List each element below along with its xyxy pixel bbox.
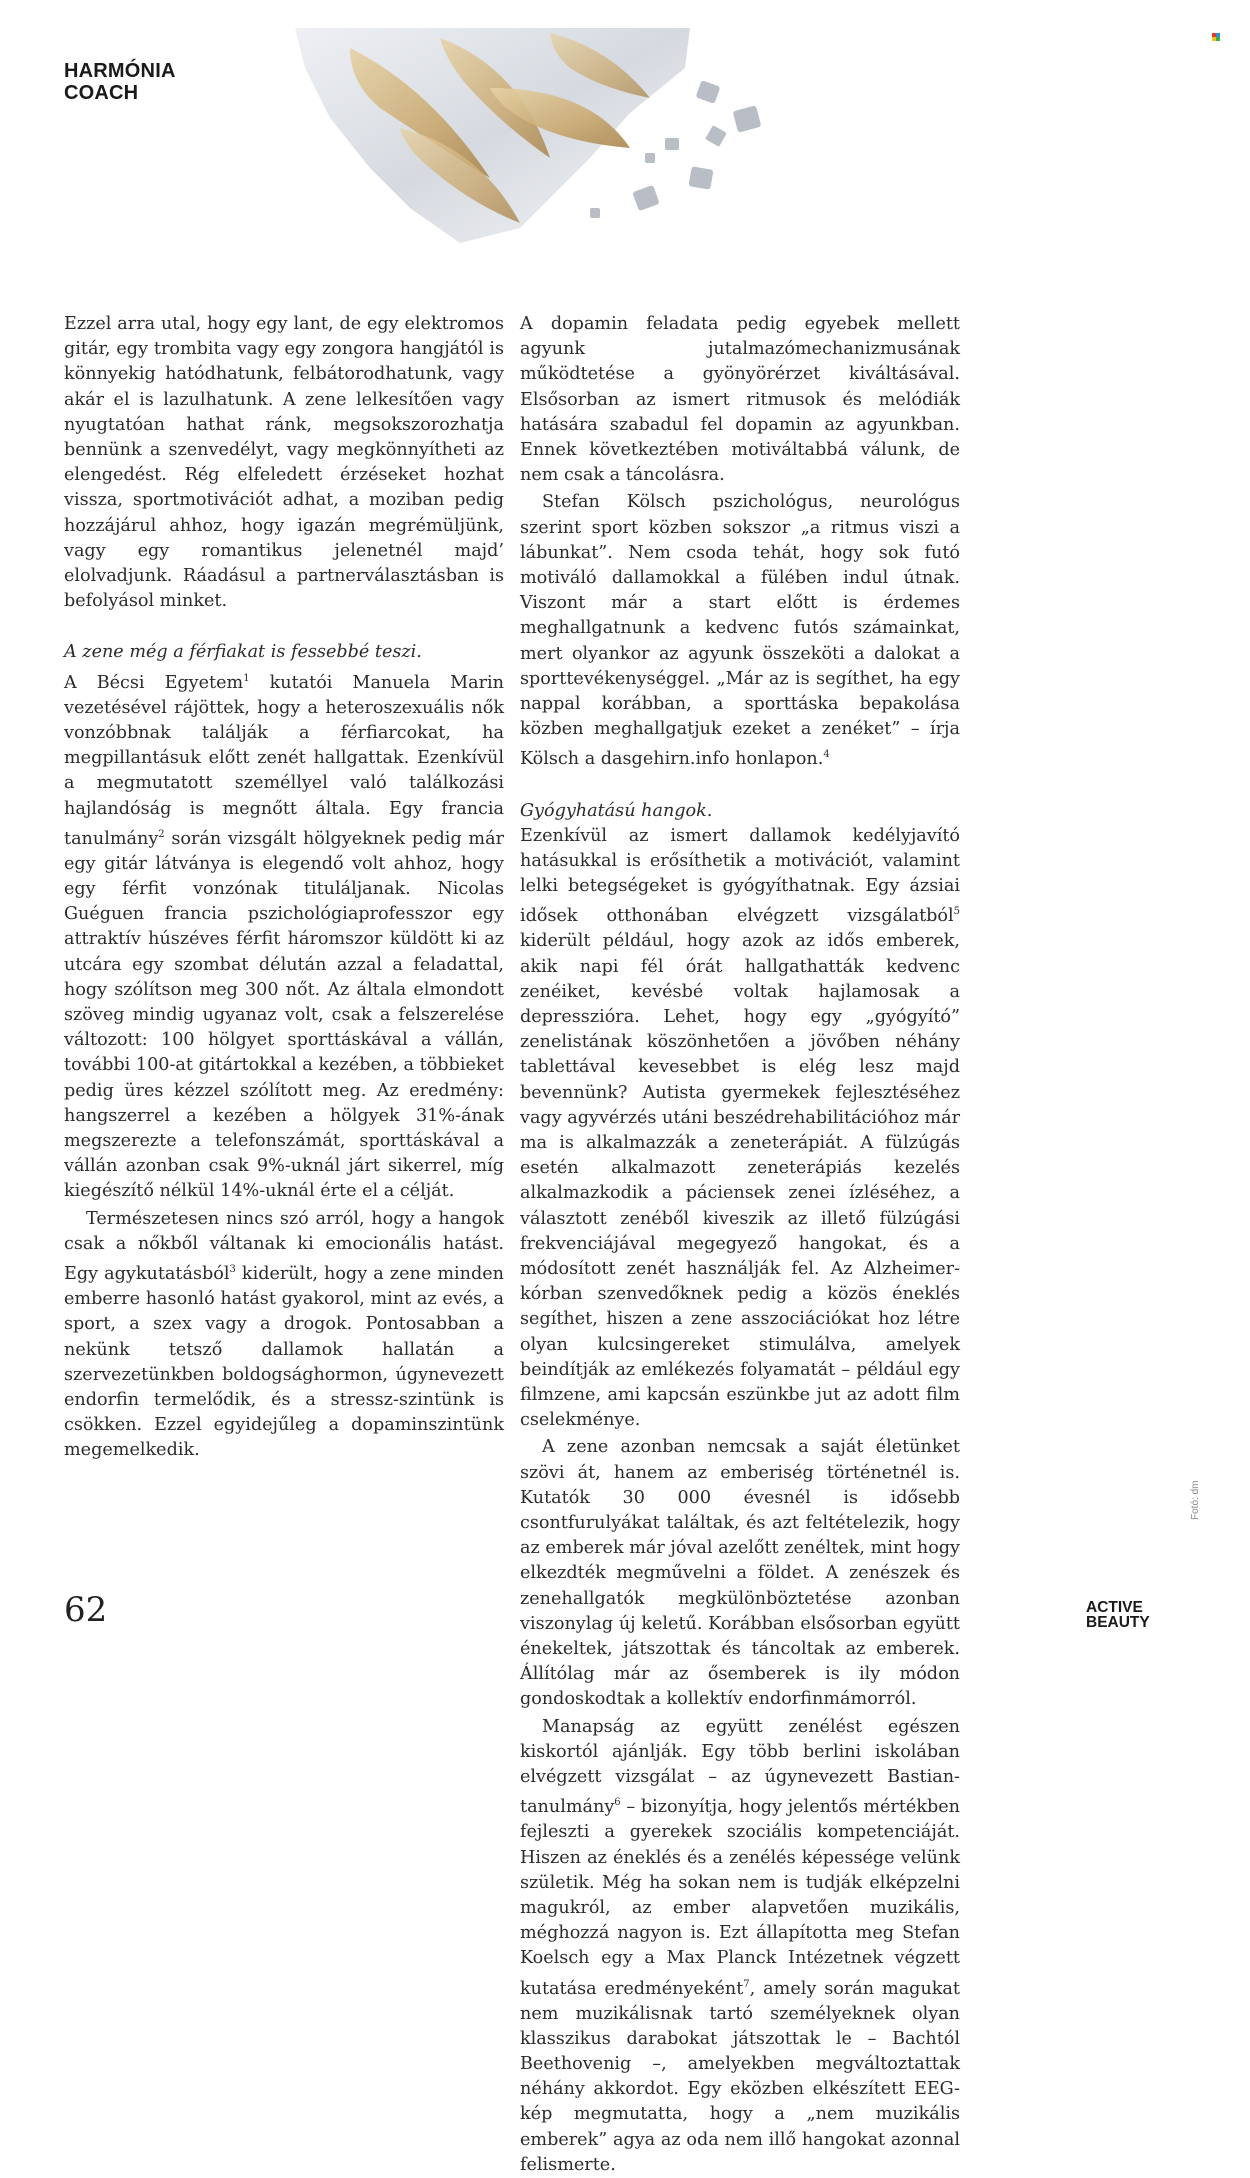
section-label: [64, 60, 176, 104]
paragraph: A Bécsi Egyetem$^1$ kutatói Manuela Marin vezetésével rájöttek, hogy a heteroszexuális nők vonzóbbnak találják a férfiarcokat, ha megpillantásuk előtt zenét hallgattak. Ezenkívül a megmutatott személlyel való találkozási hajlandóság is megnőtt általa. Egy francia tanulmány$^2$ során vizsgált hölgyeknek pedig már egy gitár látványa is elegendő volt ahhoz, hogy egy férfit vonzónak tituláljanak. Nicolas Guéguen francia pszichológiaprofesszor egy attraktív húszéves férfit háromszor küldött ki az utcára egy szombat délután azzal a feladattal, hogy szólítson meg 300 nőt. Az általa elmondott szöveg mindig ugyanaz volt, csak a felszerelése változott: 100 hölgyet sporttáskával a vállán, további 100-at gitártokkal a kezében, a többieket pedig üres kézzel szólított meg. Az eredmény: hangszerrel a kezében a hölgyek 31%-ának megszerezte a telefonszámát, sporttáskával a vállán azonban csak 9%-uknál járt sikerrel, míg kiegészítő nélkül 14%-uknál érte el a célját.: [64, 672, 505, 1202]
subheading: Gyógyhatású hangok.: [520, 800, 713, 821]
paragraph: Természetesen nincs szó arról, hogy a hangok csak a nőkből váltanak ki emocionális hatást. Egy agykutatásból$^3$ kiderült, hogy a zene minden emberre hasonló hatást gyakorol, mint az evés, a sport, a szex vagy a drogok. Pontosabban a nekünk tetsző dallamok hallatán a szervezetünkben boldogsághormon, úgynevezett endorfin termelődik, és a stressz-szintünk is csökken. Ezzel egyidejűleg a dopaminszintünk megemelkedik.: [64, 1208, 504, 1461]
left-column: [64, 312, 504, 1464]
brand-line2: BEAUTY: [1086, 1614, 1150, 1631]
paragraph: Stefan Kölsch pszichológus, neurológus szerint sport közben sokszor „a ritmus viszi a lábunkat”. Nem csoda tehát, hogy sok futó motiváló dallamokkal a fülében indul útnak. Viszont már a start előtt is érdemes meghallgatnunk a kedvenc futós számainkat, mert olyankor az agyunk összeköti a dalokat a sporttevékenységgel. „Már az is segíthet, ha egy nappal korábban, a sporttáska bepakolása közben meghallgatjuk ezeket a zenéket” – írja Kölsch a dasgehirn.info honlapon.$^4$: [520, 492, 960, 770]
color-dots-mark: [1212, 33, 1224, 43]
subheading: A zene még a férfiakat is fessebbé teszi.: [64, 642, 422, 663]
section-label-line1: HARMÓNIA: [64, 60, 176, 82]
paragraph: A dopamin feladata pedig egyebek mellett agyunk jutalmazómechanizmusának működtetése a gyönyörérzet kiváltásával. Elsősorban az ismert ritmusok és melódiák hatására szabadul fel dopamin az agyunkban. Ennek következtében motiváltabbá válunk, de nem csak a táncolásra.: [520, 314, 960, 486]
photo-credit: Fotó: dm: [1190, 1480, 1201, 1520]
page-number: 62: [64, 1590, 108, 1630]
paragraph: A zene azonban nemcsak a saját életünket szövi át, hanem az emberiség történetnél is. Kutatók 30 000 évesnél is idősebb csontfurulyákat találtak, és azt feltételezik, hogy az emberek már jóval azelőtt zenéltek, mint hogy elkezdték megművelni a földet. A zenészek és zenehallgatók megkülönböztetése azonban viszonylag új keletű. Korábban elsősorban együtt énekeltek, játszottak és táncoltak az emberek. Állítólag már az ősemberek is ily módon gondoskodtak a kollektív endorfinmámorról.: [520, 1437, 960, 1710]
brand-logo: [1086, 1600, 1150, 1630]
paragraph: Ezenkívül az ismert dallamok kedélyjavító hatásukkal is erősíthetik a motivációt, valamint lelki betegségeket is gyógyíthatnak. Egy ázsiai idősek otthonában elvégzett vizsgálatból$^5$ kiderült például, hogy azok az idős emberek, akik napi fél órát hallgathatták kedvenc zenéiket, kevésbé voltak hajlamosak a depresszióra. Lehet, hogy egy „gyógyító” zenelistának köszönhetően a jövőben néhány tablettával kevesebbet is elég lesz majd bevennünk? Autista gyermekek fejlesztéséhez vagy agyvérzés utáni beszédrehabilitációhoz már ma is alkalmazzák a zeneterápiát. A fülzúgás esetén alkalmazott zeneterápiás kezelés alkalmazkodik a páciensek zenei ízléséhez, a választott zenéből kiveszik az illető fülzúgási frekvenciájával megegyező hangokat, és a módosított zenét használják fel. Az Alzheimer-kórban szenvedőknek pedig a közös éneklés segíthet, hiszen a zene asszociációkat hoz létre olyan kulcsingereket stimulálva, amelyek beindítják az emlékezés folyamatát – például egy filmzene, ami kapcsán eszünkbe jut az adott film cselekménye.: [520, 825, 960, 1431]
paragraph: Ezzel arra utal, hogy egy lant, de egy elektromos gitár, egy trombita vagy egy zongora hangjától is könnyekig hatódhatunk, felbátorodhatunk, vagy akár el is lazulhatunk. A zene lelkesítően vagy nyugtatóan hathat ránk, megsokszorozhatja bennünk a szenvedélyt, vagy megkönnyítheti az elengedést. Rég elfeledett érzéseket hozhat vissza, sportmotivációt adhat, a moziban pedig hozzájárul ahhoz, hogy igazán megrémüljünk, vagy egy romantikus jelenetnél majd’ elolvadjunk. Ráadásul a partnerválasztásban is befolyásol minket.: [64, 314, 504, 612]
brand-line1: ACTIVE: [1086, 1599, 1143, 1616]
paragraph: Manapság az együtt zenélést egészen kiskortól ajánlják. Egy több berlini iskolában elvégzett vizsgálat – az úgynevezett Bastian-tanulmány$^6$ – bizonyítja, hogy jelentős mértékben fejleszti a gyerekek szociális kompetenciáját. Hiszen az éneklés és a zenélés képessége velünk születik. Még ha sokan nem is tudják elképzelni magukról, az ember alapvetően muzikális, méghozzá nagyon is. Ezt állapította meg Stefan Koelsch egy a Max Planck Intézetnek végzett kutatása eredményeként$^7$, amely során magukat nem muzikálisnak tartó személyeknek olyan klasszikus darabokat játszottak le – Bachtól Beethovenig –, amelyekben megváltoztattak néhány akkordot. Egy eközben elkészített EEG-kép megmutatta, hogy a „nem muzikális emberek” agya az oda nem illő hangokat azonnal felismerte.: [520, 1716, 960, 2175]
hero-image-leaves-ice: [290, 28, 860, 250]
right-column: [520, 312, 960, 2178]
section-label-line2: COACH: [64, 82, 139, 104]
